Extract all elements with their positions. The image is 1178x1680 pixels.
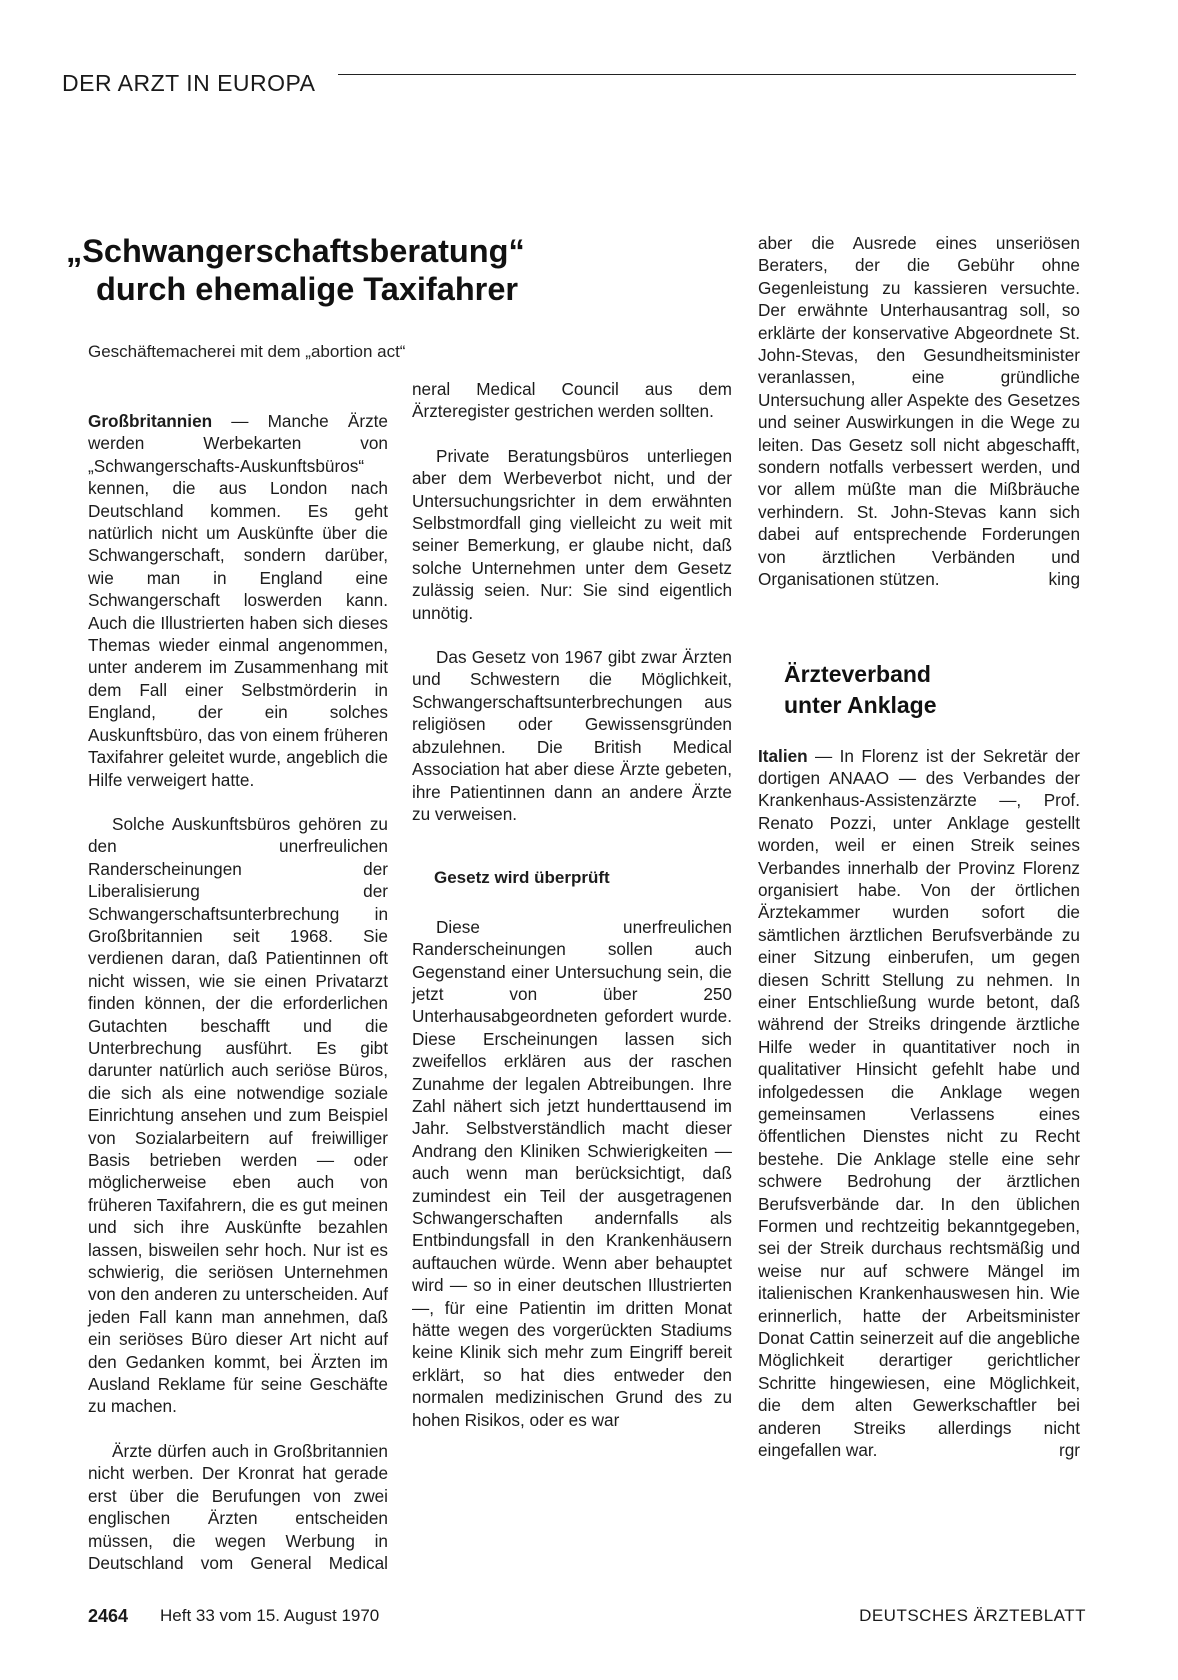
section-header: DER ARZT IN EUROPA xyxy=(62,70,316,96)
article2-headline xyxy=(784,659,1080,721)
headline-line-2: durch ehemalige Taxifahrer xyxy=(96,271,519,307)
article2-lead-text: — In Florenz ist der Sekretär der dortigen ANAAO — des Verbandes der Krankenhaus-Assistenzärzte —, Prof. Renato Pozzi, unter Anklage gestellt worden, weil er einen Streik seines Verbandes innerhalb der Provinz Florenz organisiert habe. Von der örtlichen Ärztekammer wurden sofort die sämtlichen ärztlichen Berufsverbände zu einer Sitzung einberufen, um gegen diesen Schritt Stellung zu nehmen. In einer Entschließung wurde betont, daß während der Streiks dringende ärztliche Hilfe weder in quantitativer noch in qualitativer Hinsicht gefehlt habe und infolgedessen die Anklage wegen gemeinsamen Verlassens eines öffentlichen Dienstes nicht zu Recht bestehe. Die Anklage stelle eine sehr schwere Bedrohung der ärztlichen Berufsverbände dar. In den üblichen Formen und rechtzeitig bekanntgegeben, sei der Streik durchaus rechtsmäßig und weise nur auf schwere Mängel im italienischen Krankenhauswesen hin. Wie erinnerlich, hatte der Arbeitsminister Donat Cattin seinerzeit auf die angebliche Möglichkeit derartiger gerichtlicher Schritte hingewiesen, eine Möglichkeit, die dem alten Gewerkschaftler bei anderen Streiks allerdings nicht eingefallen war. xyxy=(758,745,1080,1461)
article-signoff: king xyxy=(1048,569,1080,590)
paragraph-4: Private Beratungsbüros unterliegen aber dem Werbeverbot nicht, und der Untersuchungsrichter in dem erwähnten Selbstmordfall ging vielleicht zu weit mit seiner Bemerkung, er glaube nicht, daß solche Unternehmen unter dem Gesetz zulässig seien. Nur: Sie sind eigentlich unnötig. xyxy=(412,445,732,623)
paragraph-3: Ärzte dürfen auch in Großbritannien nicht werben. Der Kronrat hat gerade erst über die Berufungen von zwei englischen Ärzten entscheiden müssen, die wegen Werbung in Deutschland vom General Medical xyxy=(88,1440,388,1573)
column-1 xyxy=(88,410,388,1576)
article2-paragraph xyxy=(758,745,1080,1462)
lead-paragraph xyxy=(88,410,388,791)
paragraph-6: Diese unerfreulichen Randerscheinungen sollen auch Gegenstand einer Untersuchung sein, die jetzt von über 250 Unterhausabgeordneten gefordert wurde. Diese Erscheinungen lassen sich zweifellos erklären aus der raschen Zunahme der legalen Abtreibungen. Ihre Zahl nähert sich jetzt hunderttausend im Jahr. Selbstverständlich macht dieser Andrang den Kliniken Schwierigkeiten — auch wenn man berücksichtigt, daß zumindest ein Teil der ausgetragenen Schwangerschaften andernfalls als Entbindungsfall in den Krankenhäusern auftauchen würde. Wenn aber behauptet wird — so in einer deutschen Illustrierten —, für eine Patientin im dritten Monat hätte wegen des vorgerückten Stadiums keine Klinik sich mehr zum Eingriff bereit erklärt, so hat dies entweder den normalen medizinischen Grund des zu hohen Risikos, oder es war xyxy=(412,916,732,1430)
paragraph-5: Das Gesetz von 1967 gibt zwar Ärzten und Schwestern die Möglichkeit, Schwangerschaftsunterbrechungen aus religiösen oder Gewissensgründen abzulehnen. Die British Medical Association hat aber diese Ärzte gebeten, ihre Patientinnen dann an andere Ärzte zu verweisen. xyxy=(412,647,732,824)
journal-name: DEUTSCHES ÄRZTEBLATT xyxy=(859,1606,1086,1625)
issue-info: Heft 33 vom 15. August 1970 xyxy=(160,1606,380,1625)
headline-line-1: „Schwangerschaftsberatung“ xyxy=(66,233,525,269)
lead-text: — Manche Ärzte werden Werbekarten von „Schwangerschafts-Auskunftsbüros“ kennen, die aus London nach Deutschland kommen. Es geht natürlich nicht um Auskünfte über die Schwangerschaft, sondern darüber, wie man in England eine Schwangerschaft loswerden kann. Auch die Illustrierten haben sich dieses Themas wieder einmal angenommen, unter anderem im Zusammenhang mit dem Fall einer Selbstmörderin in England, der ein solches Auskunftsbüro, das von einem früheren Taxifahrer geleitet wurde, angeblich die Hilfe verweigert hatte. xyxy=(88,411,389,790)
article2-headline-line-1: Ärzteverband xyxy=(784,660,931,687)
paragraph-7-text: aber die Ausrede eines unseriösen Beraters, der die Gebühr ohne Gegenleistung zu kassieren versuchte. Der erwähnte Unterhausantrag soll, so erklärte der konservative Abgeordnete St. John-Stevas, den Gesundheitsminister veranlassen, eine gründliche Untersuchung aller Aspekte des Gesetzes und seiner Auswirkungen in die Wege zu leiten. Das Gesetz soll nicht abgeschafft, sondern notfalls verbessert werden, und vor allem müßte man die Mißbräuche verhindern. St. John-Stevas kann sich dabei auf entsprechende Forderungen von ärztlichen Verbänden und Organisationen stützen. xyxy=(758,233,1080,590)
header-rule xyxy=(338,74,1076,75)
article2-headline-line-2: unter Anklage xyxy=(784,691,937,718)
article2-lead-label: Italien xyxy=(758,745,808,766)
subheading: Gesetz wird überprüft xyxy=(434,868,610,888)
paragraph-3-continued: neral Medical Council aus dem Ärzteregister gestrichen werden sollten. xyxy=(412,379,732,422)
article-headline xyxy=(66,232,626,308)
page-number: 2464 xyxy=(88,1606,129,1626)
article-subtitle: Geschäftemacherei mit dem „abortion act“ xyxy=(88,342,406,361)
column-2 xyxy=(412,378,732,1453)
column-3 xyxy=(758,232,1080,1484)
paragraph-2: Solche Auskunftsbüros gehören zu den unerfreulichen Randerscheinungen der Liberalisierung der Schwangerschaftsunterbrechung in Großbritannien seit 1968. Sie verdienen daran, daß Patientinnen oft nicht wissen, wie sie einen Privatarzt finden können, der die erforderlichen Gutachten beschafft und die Unterbrechung ausführt. Es gibt darunter natürlich auch seriöse Büros, die sich als eine notwendige soziale Einrichtung ansehen und zum Beispiel von Sozialarbeitern auf freiwilliger Basis betrieben werden — oder möglicherweise eben auch von früheren Taxifahrern, die es gut meinen und sich ihre Auskünfte bezahlen lassen, bisweilen sehr hoch. Nur ist es schwierig, die seriösen Unternehmen von den anderen zu unterscheiden. Auf jeden Fall kann man annehmen, daß ein seriöses Büro dieser Art nicht auf den Gedanken kommt, bei Ärzten im Ausland Reklame für seine Geschäfte zu machen. xyxy=(88,813,388,1417)
article2-signoff: rgr xyxy=(1058,1440,1080,1461)
lead-label: Großbritannien xyxy=(88,411,213,431)
paragraph-7 xyxy=(758,232,1080,591)
